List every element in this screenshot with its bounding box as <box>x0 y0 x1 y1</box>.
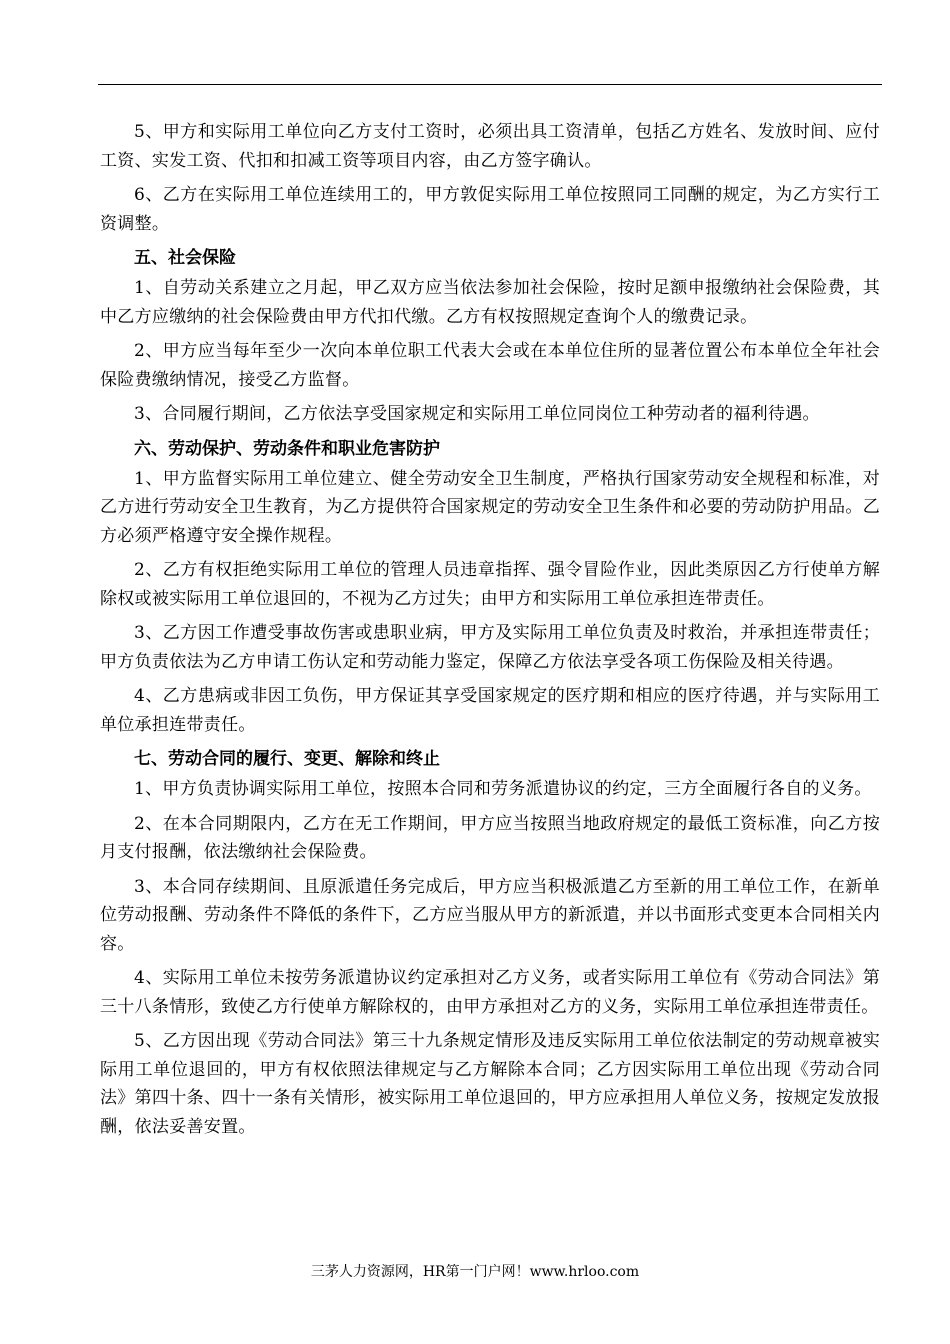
clause-7-5: 5、乙方因出现《劳动合同法》第三十九条规定情形及违反实际用工单位依法制定的劳动规章被实际用工单位退回的，甲方有权依照法律规定与乙方解除本合同；乙方因实际用工单位出现《劳动合同法》第四十条、四十一条有关情形，被实际用工单位退回的，甲方应承担用人单位义务，按规定发放报酬，依法妥善安置。 <box>100 1031 880 1137</box>
document-body <box>100 118 880 1147</box>
section-heading-social-insurance: 五、社会保险 <box>134 248 236 268</box>
clause-4-6: 6、乙方在实际用工单位连续用工的，甲方敦促实际用工单位按照同工同酬的规定，为乙方实行工资调整。 <box>100 185 880 234</box>
clause-5-2: 2、甲方应当每年至少一次向本单位职工代表大会或在本单位住所的显著位置公布本单位全年社会保险费缴纳情况，接受乙方监督。 <box>100 341 880 390</box>
clause-7-2: 2、在本合同期限内，乙方在无工作期间，甲方应当按照当地政府规定的最低工资标准，向乙方按月支付报酬，依法缴纳社会保险费。 <box>100 813 880 862</box>
header-rule <box>98 84 882 85</box>
clause-4-5: 5、甲方和实际用工单位向乙方支付工资时，必须出具工资清单，包括乙方姓名、发放时间、应付工资、实发工资、代扣和扣减工资等项目内容，由乙方签字确认。 <box>100 122 880 171</box>
section-heading-contract-performance: 七、劳动合同的履行、变更、解除和终止 <box>134 749 440 769</box>
clause-7-4: 4、实际用工单位未按劳务派遣协议约定承担对乙方义务，或者实际用工单位有《劳动合同法》第三十八条情形，致使乙方行使单方解除权的，由甲方承担对乙方的义务，实际用工单位承担连带责任。 <box>100 968 880 1017</box>
clause-5-3: 3、合同履行期间，乙方依法享受国家规定和实际用工单位同岗位工种劳动者的福利待遇。 <box>134 404 820 424</box>
clause-6-4: 4、乙方患病或非因工负伤，甲方保证其享受国家规定的医疗期和相应的医疗待遇，并与实际用工单位承担连带责任。 <box>100 686 880 735</box>
clause-6-2: 2、乙方有权拒绝实际用工单位的管理人员违章指挥、强令冒险作业，因此类原因乙方行使单方解除权或被实际用工单位退回的，不视为乙方过失；由甲方和实际用工单位承担连带责任。 <box>100 560 880 609</box>
page-footer: 三茅人力资源网，HR第一门户网！www.hrloo.com <box>310 1264 640 1280</box>
clause-5-1: 1、自劳动关系建立之月起，甲乙双方应当依法参加社会保险，按时足额申报缴纳社会保险费，其中乙方应缴纳的社会保险费由甲方代扣代缴。乙方有权按照规定查询个人的缴费记录。 <box>100 278 880 327</box>
clause-7-1: 1、甲方负责协调实际用工单位，按照本合同和劳务派遣协议的约定，三方全面履行各自的义务。 <box>134 779 872 799</box>
clause-6-1: 1、甲方监督实际用工单位建立、健全劳动安全卫生制度，严格执行国家劳动安全规程和标准，对乙方进行劳动安全卫生教育，为乙方提供符合国家规定的劳动安全卫生条件和必要的劳动防护用品。乙方必须严格遵守安全操作规程。 <box>100 468 880 546</box>
clause-7-3: 3、本合同存续期间、且原派遣任务完成后，甲方应当积极派遣乙方至新的用工单位工作，在新单位劳动报酬、劳动条件不降低的条件下，乙方应当服从甲方的新派遣，并以书面形式变更本合同相关内容。 <box>100 876 880 954</box>
clause-6-3: 3、乙方因工作遭受事故伤害或患职业病，甲方及实际用工单位负责及时救治，并承担连带责任；甲方负责依法为乙方申请工伤认定和劳动能力鉴定，保障乙方依法享受各项工伤保险及相关待遇。 <box>100 623 880 672</box>
section-heading-labor-protection: 六、劳动保护、劳动条件和职业危害防护 <box>134 438 440 459</box>
